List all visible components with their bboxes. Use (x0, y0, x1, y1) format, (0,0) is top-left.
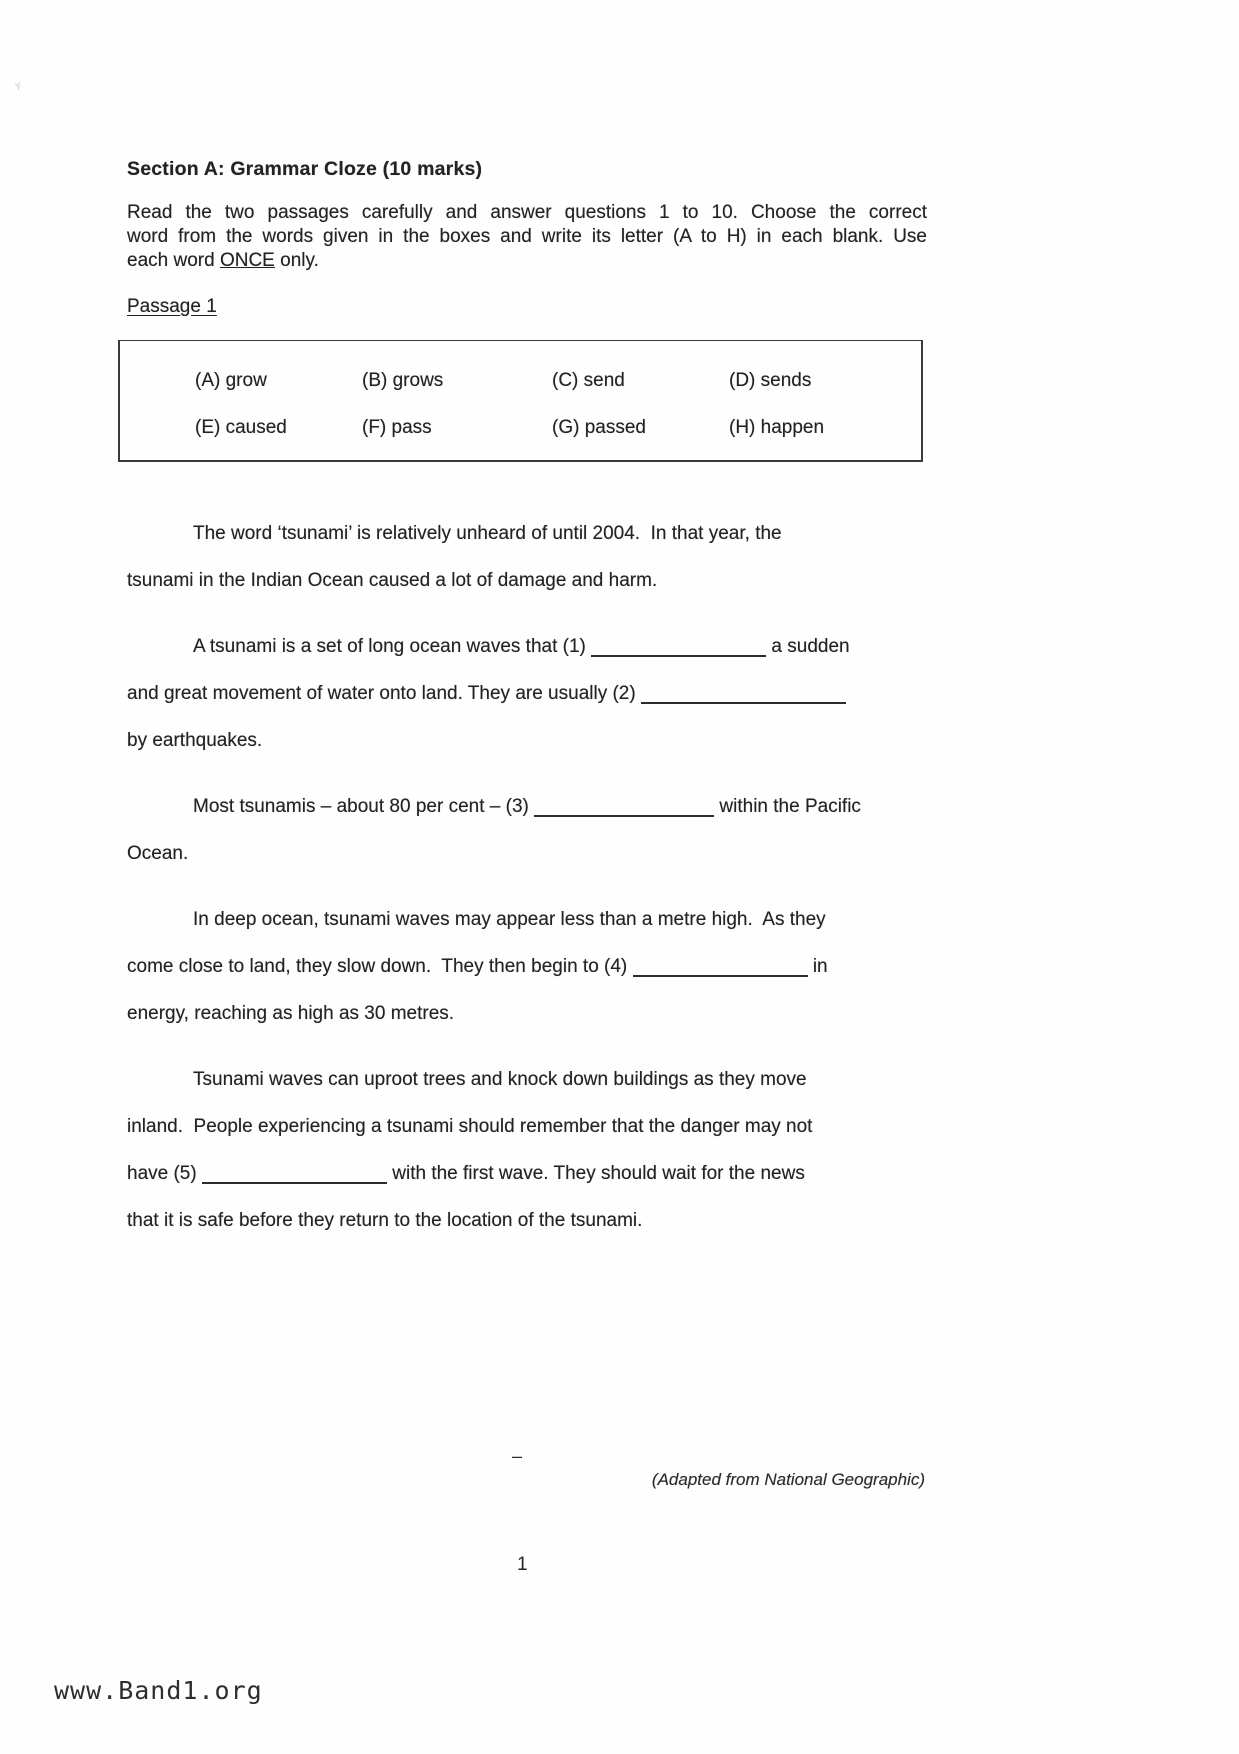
passage-body (127, 510, 937, 1244)
instructions-line3-text: each word (127, 250, 220, 271)
passage-line (127, 943, 937, 990)
passage-text: In deep ocean, tsunami waves may appear less than a metre high. As they (193, 909, 826, 930)
passage-text: Most tsunamis – about 80 per cent – (3) (193, 796, 535, 817)
scan-artifact: ʸ (13, 77, 24, 95)
word-option-B: (B) grows (362, 370, 444, 391)
once-emphasis: ONCE (219, 250, 275, 271)
passage-line (127, 1056, 937, 1103)
passage-label: Passage 1 (127, 296, 217, 317)
passage-text: Tsunami waves can uproot trees and knock down buildings as they move (193, 1069, 807, 1090)
instructions-line3 (127, 250, 927, 272)
answer-blank-3[interactable] (534, 815, 714, 817)
passage-text: with the first wave. They should wait for the news (386, 1163, 805, 1184)
passage-text: within the Pacific (714, 796, 861, 817)
passage-text: have (5) (127, 1163, 202, 1184)
answer-blank-1[interactable] (591, 655, 766, 657)
passage-line (127, 510, 937, 557)
answer-blank-5[interactable] (202, 1182, 387, 1184)
page-number: 1 (517, 1554, 528, 1575)
passage-line (127, 623, 937, 670)
passage-line (127, 830, 937, 877)
passage-line (127, 1150, 937, 1197)
passage-line (127, 990, 937, 1037)
passage-text: a sudden (766, 636, 850, 657)
passage-text: in (807, 956, 828, 977)
passage-text: Ocean. (127, 843, 189, 864)
word-box (118, 340, 923, 462)
word-option-F: (F) pass (362, 417, 432, 438)
site-watermark: www.Band1.org (54, 1676, 263, 1705)
passage-text: tsunami in the Indian Ocean caused a lot of damage and harm. (127, 570, 658, 591)
passage-text: The word ‘tsunami’ is relatively unheard of until 2004. In that year, the (193, 523, 782, 544)
source-attribution: (Adapted from National Geographic) (651, 1470, 925, 1489)
word-option-G: (G) passed (552, 417, 646, 438)
passage-text: energy, reaching as high as 30 metres. (127, 1003, 455, 1024)
passage-line (127, 783, 937, 830)
answer-blank-2[interactable] (641, 702, 846, 704)
passage-line (127, 717, 937, 764)
footer-dash: – (512, 1446, 523, 1466)
word-option-A: (A) grow (195, 370, 267, 391)
section-heading: Section A: Grammar Cloze (10 marks) (127, 158, 483, 180)
instructions-line2: word from the words given in the boxes and write its letter (A to H) in each blank. Use (127, 226, 927, 247)
passage-text: inland. People experiencing a tsunami should remember that the danger may not (127, 1116, 813, 1137)
passage-line (127, 1103, 937, 1150)
word-option-H: (H) happen (729, 417, 825, 438)
passage-line (127, 557, 937, 604)
passage-line (127, 896, 937, 943)
passage-line (127, 670, 937, 717)
passage-text: and great movement of water onto land. They are usually (2) (127, 683, 641, 704)
passage-text: by earthquakes. (127, 730, 263, 751)
instructions-line1: Read the two passages carefully and answer questions 1 to 10. Choose the correct (127, 202, 927, 223)
answer-blank-4[interactable] (633, 975, 808, 977)
word-option-C: (C) send (552, 370, 625, 391)
passage-text: that it is safe before they return to the location of the tsunami. (127, 1210, 643, 1231)
passage-line (127, 1197, 937, 1244)
passage-text: A tsunami is a set of long ocean waves that (1) (193, 636, 592, 657)
passage-text: come close to land, they slow down. They then begin to (4) (127, 956, 633, 977)
word-option-D: (D) sends (729, 370, 812, 391)
word-option-E: (E) caused (195, 417, 287, 438)
instructions-line3-tail: only. (274, 250, 319, 271)
